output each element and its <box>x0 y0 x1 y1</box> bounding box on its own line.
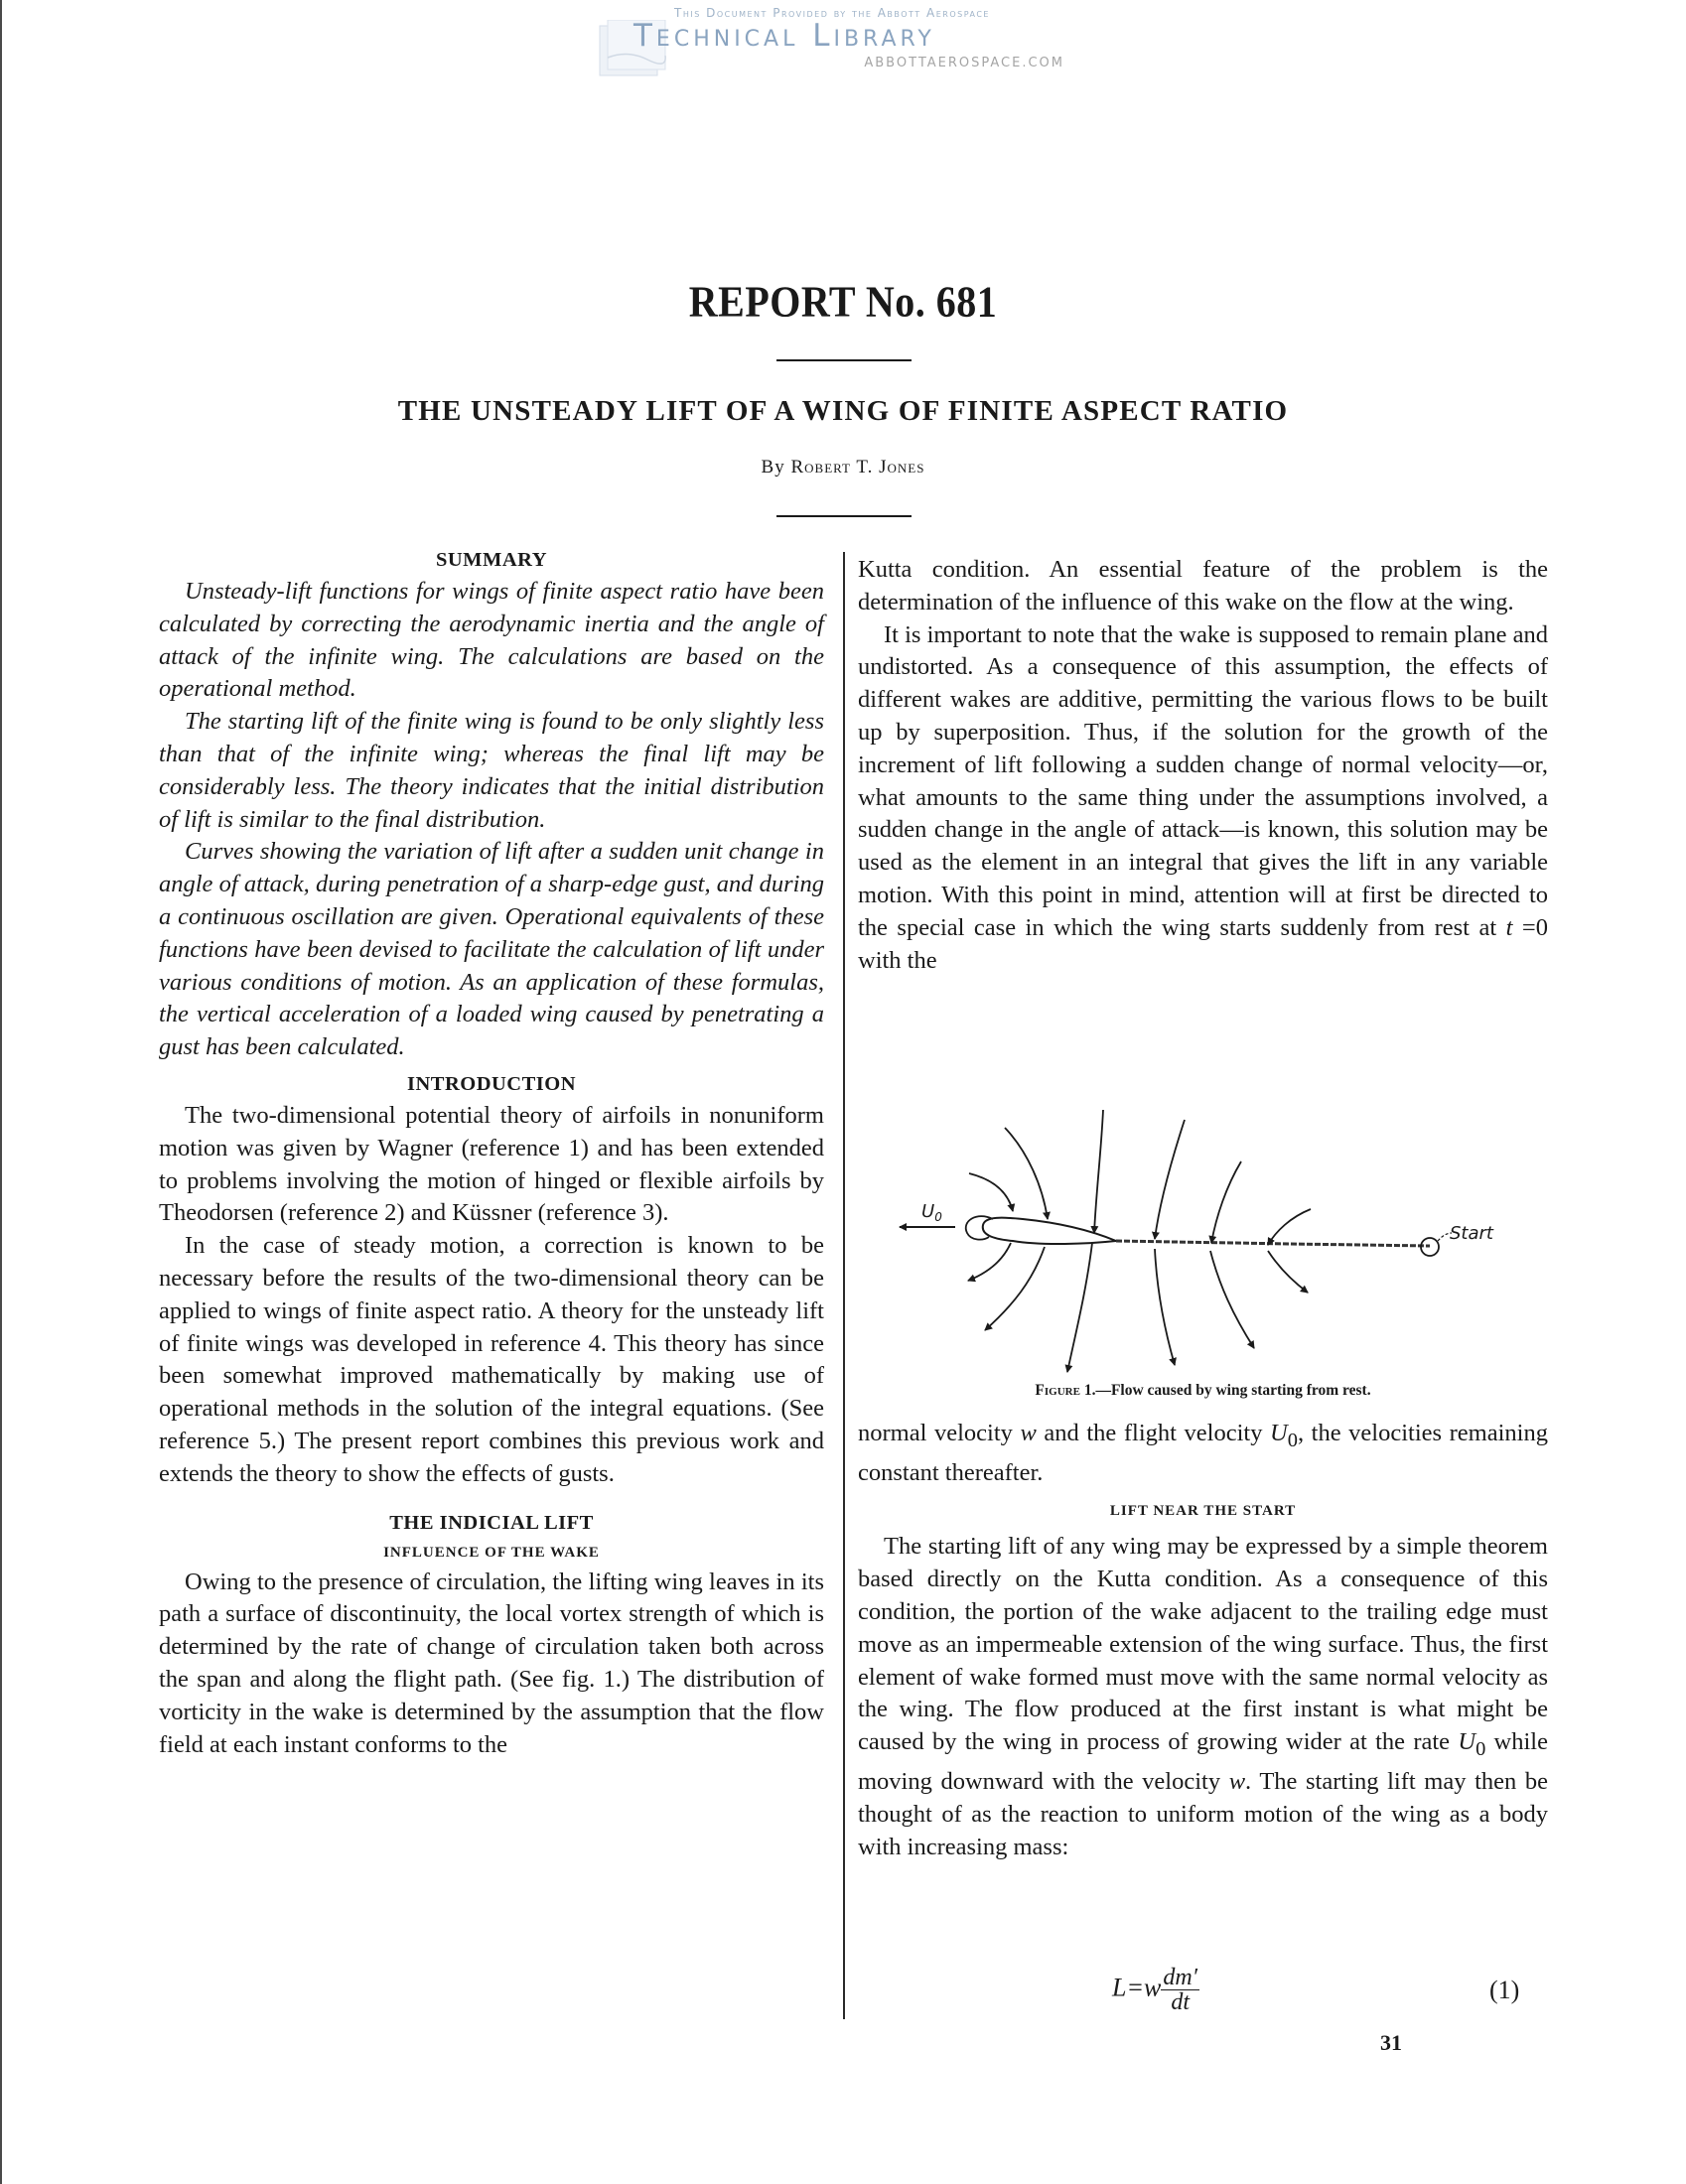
text-fragment: at <box>1469 913 1506 941</box>
initial-conditions-paragraph <box>858 1418 1548 1489</box>
vortex-wake <box>1116 1241 1430 1246</box>
math-symbol-U: U <box>1458 1728 1476 1756</box>
watermark-provider-line: This Document Provided by the Abbott Aerospace <box>674 6 990 20</box>
start-label: Start <box>1450 1223 1493 1244</box>
lift-near-start-heading: LIFT NEAR THE START <box>1109 1503 1297 1520</box>
byline-prefix: By <box>761 457 785 478</box>
equation-denominator: dt <box>1171 1989 1190 2015</box>
math-subscript: 0 <box>1475 1738 1486 1761</box>
watermark <box>594 4 1070 83</box>
wake-subheading: INFLUENCE OF THE WAKE <box>383 1544 600 1561</box>
streamline <box>1210 1251 1254 1348</box>
indicial-lift-heading: THE INDICIAL LIFT <box>389 1511 594 1534</box>
streamline <box>1268 1209 1311 1245</box>
streamline <box>1155 1249 1175 1365</box>
introduction-paragraph: The two-dimensional potential theory of airfoils in nonuniform motion was given by Wagner (reference 1) and has been extended to problems involving the motion of hinged or flexible airfoils by Theodorsen (reference 2) and Küssner (reference 3). <box>159 1101 824 1227</box>
velocity-label: $U_0$ <box>921 1201 942 1224</box>
summary-paragraph: The starting lift of the finite wing is found to be only slightly less than that of the infinite wing; whereas the final lift may be considerably less. The theory indicates that the initial distribution of lift is similar to the final distribution. <box>159 708 824 833</box>
summary-paragraph: Unsteady-lift functions for wings of finite aspect ratio have been calculated by correcting the aerodynamic inertia and the angle of attack of the infinite wing. The calculations are based on the operational method. <box>159 578 824 703</box>
figure-1-flow-diagram <box>874 1092 1529 1390</box>
left-column <box>159 544 824 1761</box>
paper-title: THE UNSTEADY LIFT OF A WING OF FINITE ASPECT RATIO <box>397 395 1289 427</box>
watermark-url: ABBOTTAEROSPACE.COM <box>864 56 1064 70</box>
right-column <box>858 554 1548 977</box>
right-column-lower <box>858 1418 1548 1863</box>
page-number: 31 <box>1380 2030 1402 2055</box>
equation-lhs: L=w <box>1112 1973 1162 2002</box>
text-fragment: The starting lift of any wing may be expressed by a simple theorem based directly on the Kutta condition. As a consequence of this condition, the portion of the wake adjacent to the trailing edge must move as an impermeable extension of the wing surface. Thus, the first element of wake formed must move with the same normal velocity as the wing. The flow produced at the first instant is what might be caused by the wing in process of growing wider at the rate <box>858 1533 1548 1756</box>
equation-fraction <box>1161 1966 1199 2014</box>
equation-1 <box>1112 1966 1199 2014</box>
equation-numerator: dm′ <box>1163 1965 1197 1990</box>
text-fragment: . The starting lift may then be thought of as the reaction to uniform motion of the wing as a body with increasing mass: <box>858 1767 1548 1860</box>
title-rule-top <box>776 359 912 361</box>
math-symbol-w: w <box>1020 1420 1037 1446</box>
text-fragment: and the flight velocity <box>1036 1420 1271 1446</box>
superposition-paragraph <box>858 619 1548 978</box>
summary-heading: SUMMARY <box>435 549 548 571</box>
streamline <box>1067 1243 1092 1372</box>
figure-1-caption <box>858 1382 1548 1400</box>
caption-label: Figure 1. <box>1035 1382 1096 1399</box>
streamline <box>969 1173 1013 1211</box>
introduction-heading: INTRODUCTION <box>406 1072 577 1095</box>
summary-section <box>159 576 824 1064</box>
airfoil-shape <box>983 1218 1116 1244</box>
introduction-paragraph: In the case of steady motion, a correction is known to be necessary before the results of the two-dimensional theory can be applied to wings of finite aspect ratio. A theory for the unsteady lift of finite wings was developed in reference 4. This theory has since been somewhat improved mathematically by making use of operational methods in the solution of the integral equations. (See reference 5.) The present report combines this previous work and extends the theory to show the effects of gusts. <box>159 1232 824 1487</box>
wake-paragraph: Owing to the presence of circulation, the lifting wing leaves in its path a surface of discontinuity, the local vortex strength of which is determined by the rate of change of circulation taken both across the span and along the flight path. (See fig. 1.) The distribution of vorticity in the wake is determined by the assumption that the flow field at each instant conforms to the <box>159 1568 824 1758</box>
streamline <box>985 1247 1045 1330</box>
text-fragment: normal velocity <box>858 1420 1021 1446</box>
streamline <box>1211 1161 1241 1243</box>
text-fragment: , the velocities remaining constant thereafter. <box>858 1420 1548 1486</box>
streamline <box>1268 1251 1308 1293</box>
text-fragment: while moving downward with the velocity <box>858 1728 1548 1795</box>
equation-number: (1) <box>1489 1976 1520 2004</box>
summary-paragraph: Curves showing the variation of lift after a sudden unit change in angle of attack, during penetration of a sharp-edge gust, and during a continuous oscillation are given. Operational equivalents of these functions have been devised to facilitate the calculation of lift under various conditions of motion. As an application of these formulas, the vertical acceleration of a loaded wing caused by penetrating a gust has been calculated. <box>159 838 824 1061</box>
page-left-border <box>0 0 2 2184</box>
watermark-library-name: Technical Library <box>633 18 935 54</box>
streamline <box>1094 1110 1103 1233</box>
math-symbol-t: t <box>1505 913 1513 941</box>
caption-text: —Flow caused by wing starting from rest. <box>1095 1382 1371 1399</box>
title-rule-bottom <box>776 515 912 517</box>
streamline <box>1155 1120 1185 1239</box>
byline <box>0 457 1686 478</box>
math-symbol-w: w <box>1228 1767 1246 1795</box>
math-symbol-U: U <box>1270 1420 1288 1446</box>
report-number: REPORT No. 681 <box>688 276 998 327</box>
math-subscript: 0 <box>1287 1429 1298 1451</box>
text-fragment: =0 with the <box>858 913 1549 974</box>
continuation-paragraph: Kutta condition. An essential feature of the problem is the determination of the influence of this wake on the flow at the wing. <box>858 556 1548 615</box>
starting-lift-paragraph <box>858 1531 1548 1863</box>
superposition-text: It is important to note that the wake is supposed to remain plane and undistorted. As a consequence of this assumption, the effects of different wakes are additive, permitting the various flows to be built up by superposition. Thus, if the solution for the growth of the increment of lift following a sudden change of normal velocity—or, what amounts to the same thing under the assumptions involved, a sudden change in the angle of attack—is known, this solution may be used as the element in an integral that gives the lift in any variable motion. With this point in mind, attention will at first be directed to the special case in which the wing starts suddenly from rest <box>858 620 1548 941</box>
author-name: Robert T. Jones <box>790 457 925 478</box>
column-divider <box>843 552 845 2019</box>
streamline <box>968 1243 1011 1281</box>
